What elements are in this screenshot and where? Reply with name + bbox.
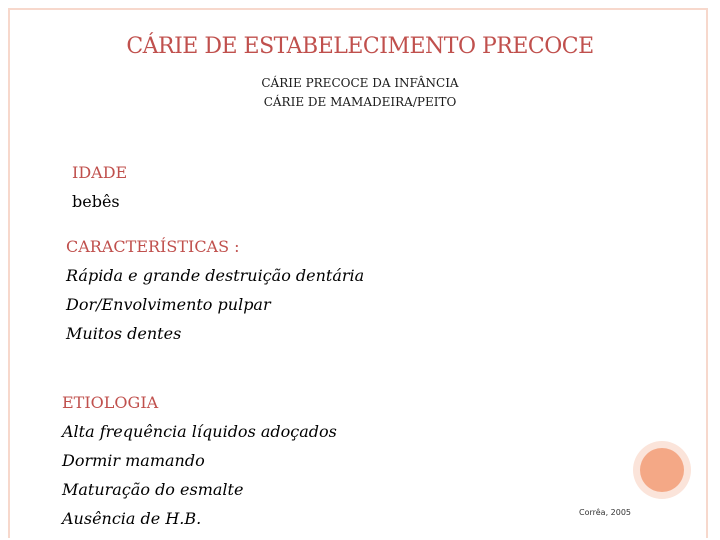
caracteristicas-item: Rápida e grande destruição dentária bbox=[66, 266, 365, 285]
slide-footer-citation: Corrêa, 2005 bbox=[579, 508, 632, 517]
subtitle-line: CÁRIE PRECOCE DA INFÂNCIA bbox=[261, 76, 459, 90]
caracteristicas-heading: CARACTERÍSTICAS : bbox=[66, 237, 240, 256]
decorative-circle bbox=[640, 448, 684, 492]
caracteristicas-item: Dor/Envolvimento pulpar bbox=[66, 295, 271, 314]
idade-section bbox=[72, 158, 127, 216]
slide-title: CÁRIE DE ESTABELECIMENTO PRECOCE bbox=[126, 34, 594, 59]
etiologia-item: Alta frequência líquidos adoçados bbox=[62, 422, 337, 441]
etiologia-section bbox=[62, 388, 337, 533]
slide-subtitle bbox=[0, 74, 720, 112]
idade-heading: IDADE bbox=[72, 163, 128, 182]
subtitle-line: CÁRIE DE MAMADEIRA/PEITO bbox=[263, 95, 457, 109]
idade-item: bebês bbox=[72, 192, 120, 211]
etiologia-item: Ausência de H.B. bbox=[62, 509, 202, 528]
etiologia-item: Dormir mamando bbox=[62, 451, 205, 470]
etiologia-item: Maturação do esmalte bbox=[62, 480, 244, 499]
etiologia-heading: ETIOLOGIA bbox=[62, 393, 159, 412]
caracteristicas-item: Muitos dentes bbox=[66, 324, 182, 343]
caracteristicas-section bbox=[66, 232, 364, 348]
